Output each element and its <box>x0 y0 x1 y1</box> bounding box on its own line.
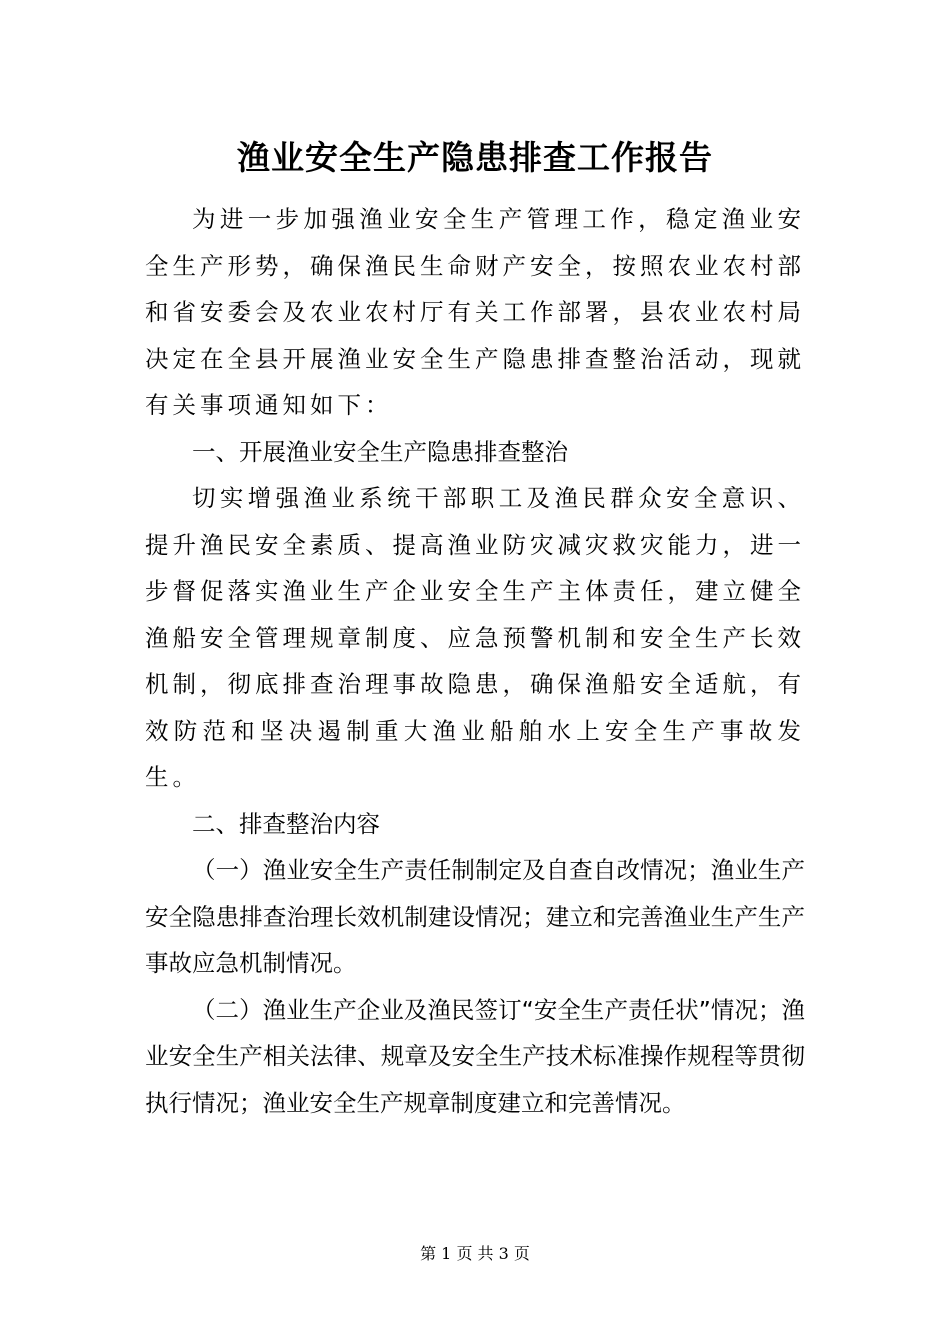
section-1-paragraph: 切实增强渔业系统干部职工及渔民群众安全意识、提升渔民安全素质、提高渔业防灾减灾救灾能力，进一步督促落实渔业生产企业安全生产主体责任，建立健全渔船安全管理规章制度、应急预警机制和安全生产长效机制，彻底排查治理事故隐患，确保渔船安全适航，有效防范和坚决遏制重大渔业船舶水上安全生产事故发生。 <box>145 484 805 791</box>
content-item-2: （二）渔业生产企业及渔民签订“安全生产责任状”情况；渔业安全生产相关法律、规章及安全生产技术标准操作规程等贯彻执行情况；渔业安全生产规章制度建立和完善情况。 <box>145 995 805 1117</box>
page-footer: 第 1 页 共 3 页 <box>420 1244 530 1263</box>
document-title: 渔业安全生产隐患排查工作报告 <box>237 138 713 177</box>
section-heading-2: 二、排查整治内容 <box>192 809 380 838</box>
content-item-1: （一）渔业安全生产责任制制定及自查自改情况；渔业生产安全隐患排查治理长效机制建设情况；建立和完善渔业生产生产事故应急机制情况。 <box>145 856 805 977</box>
section-heading-1: 一、开展渔业安全生产隐患排查整治 <box>192 437 568 466</box>
document-body <box>145 196 805 1126</box>
intro-paragraph: 为进一步加强渔业安全生产管理工作，稳定渔业安全生产形势，确保渔民生命财产安全，按照农业农村部和省安委会及农业农村厅有关工作部署，县农业农村局决定在全县开展渔业安全生产隐患排查整治活动，现就有关事项通知如下： <box>145 205 805 419</box>
